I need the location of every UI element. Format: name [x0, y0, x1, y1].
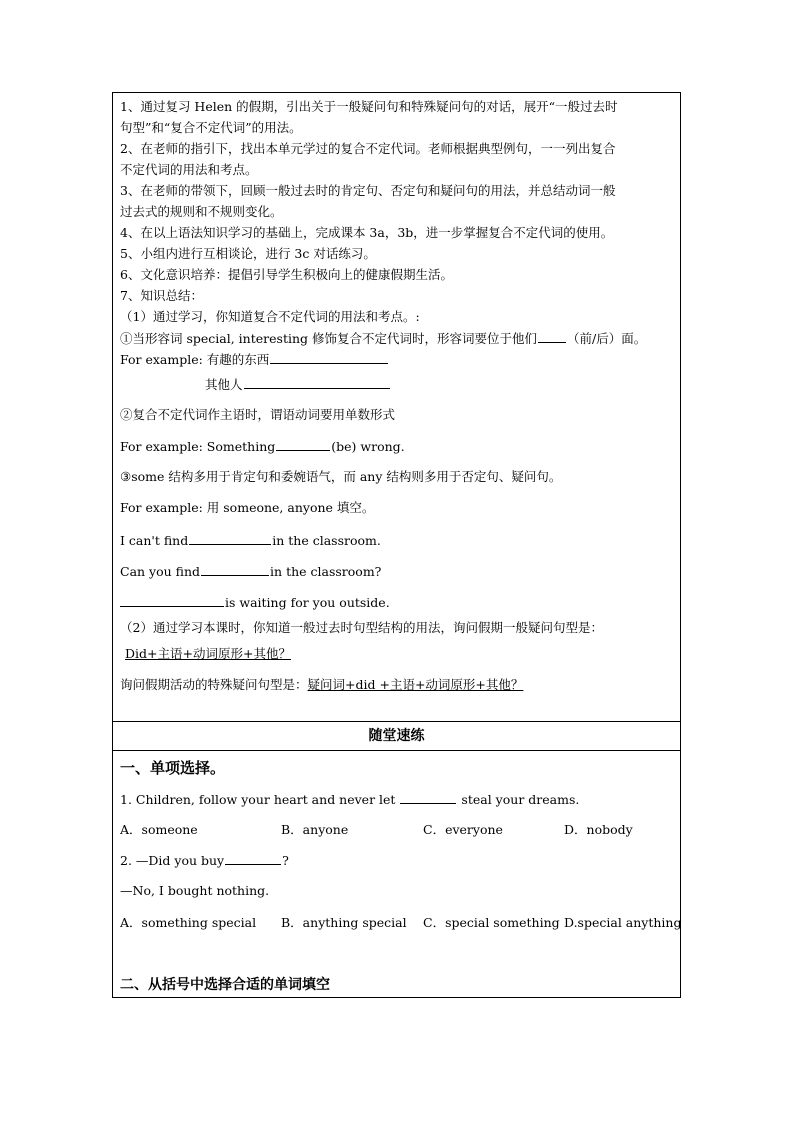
- blank-fill[interactable]: [201, 561, 269, 576]
- example-1: For example: 有趣的东西: [120, 349, 389, 370]
- question-2-option-c[interactable]: C．special something: [423, 915, 560, 930]
- question-1-option-a[interactable]: A．someone: [120, 822, 198, 837]
- section-1-title: 一、单项选择。: [120, 759, 226, 777]
- question-2-option-a[interactable]: A．something special: [120, 915, 257, 930]
- blank-fill[interactable]: [120, 592, 224, 607]
- answer-2: Did+主语+动词原形+其他？: [125, 646, 291, 661]
- step-line: 7、知识总结：: [120, 288, 203, 303]
- blank-fill[interactable]: [225, 850, 281, 865]
- blank-fill[interactable]: [189, 530, 271, 545]
- row-divider: [113, 750, 680, 751]
- question-1-option-c[interactable]: C．everyone: [423, 822, 503, 837]
- step-line: 过去式的规则和不规则变化。: [120, 204, 283, 219]
- point-2: ②复合不定代词作主语时，谓语动词要用单数形式: [120, 407, 396, 422]
- example-2: For example: Something (be) wrong.: [120, 436, 405, 457]
- summary-question-1: （1）通过学习，你知道复合不定代词的用法和考点。:: [120, 309, 420, 324]
- section-2-title: 二、从括号中选择合适的单词填空: [120, 977, 330, 993]
- blank-fill[interactable]: [270, 349, 388, 364]
- step-line: 4、在以上语法知识学习的基础上，完成课本 3a，3b，进一步掌握复合不定代词的使用。: [120, 225, 614, 240]
- question-1-option-b[interactable]: B．anyone: [281, 822, 349, 837]
- blank-fill[interactable]: [400, 789, 456, 804]
- question-1-option-d[interactable]: D．nobody: [564, 822, 633, 837]
- blank-position[interactable]: [538, 328, 566, 343]
- question-2-answer: —No, I bought nothing.: [120, 883, 270, 898]
- question-2-option-b[interactable]: B．anything special: [281, 915, 407, 930]
- example-1b: 其他人: [205, 374, 391, 395]
- step-line: 3、在老师的带领下，回顾一般过去时的肯定句、否定句和疑问句的用法，并总结动词一般: [120, 183, 616, 198]
- step-line: 句型”和“复合不定代词”的用法。: [120, 120, 302, 135]
- sentence-2: Can you find in the classroom?: [120, 561, 381, 582]
- question-2: 2. —Did you buy ?: [120, 850, 289, 871]
- question-1: 1. Children, follow your heart and never let steal your dreams.: [120, 789, 579, 810]
- summary-question-3: 询问假期活动的特殊疑问句型是：疑问词+did +主语+动词原形+其他？: [120, 677, 524, 692]
- blank-fill[interactable]: [244, 374, 390, 389]
- row-divider: [113, 721, 680, 722]
- blank-fill[interactable]: [276, 436, 330, 451]
- summary-question-2: （2）通过学习本课时，你知道一般过去时句型结构的用法，询问假期一般疑问句型是：: [120, 620, 603, 635]
- example-3: For example: 用 someone, anyone 填空。: [120, 500, 375, 515]
- step-line: 不定代词的用法和考点。: [120, 162, 258, 177]
- step-line: 2、在老师的指引下，找出本单元学过的复合不定代词。老师根据典型例句，一一列出复合: [120, 141, 616, 156]
- step-line: 5、小组内进行互相谈论，进行 3c 对话练习。: [120, 246, 376, 261]
- sentence-1: I can't find in the classroom.: [120, 530, 381, 551]
- point-3: ③some 结构多用于肯定句和委婉语气，而 any 结构则多用于否定句、疑问句。: [120, 469, 562, 484]
- step-line: 6、文化意识培养：提倡引导学生积极向上的健康假期生活。: [120, 267, 453, 282]
- lesson-table: [112, 92, 681, 998]
- step-line: 1、通过复习 Helen 的假期，引出关于一般疑问句和特殊疑问句的对话，展开“一般过去时: [120, 99, 618, 114]
- question-2-option-d[interactable]: D.special anything: [564, 915, 682, 930]
- practice-title: 随堂速练: [368, 728, 425, 744]
- sentence-3: is waiting for you outside.: [120, 592, 390, 613]
- point-1: ①当形容词 special, interesting 修饰复合不定代词时，形容词要位于他们 （前/后）面。: [120, 328, 646, 349]
